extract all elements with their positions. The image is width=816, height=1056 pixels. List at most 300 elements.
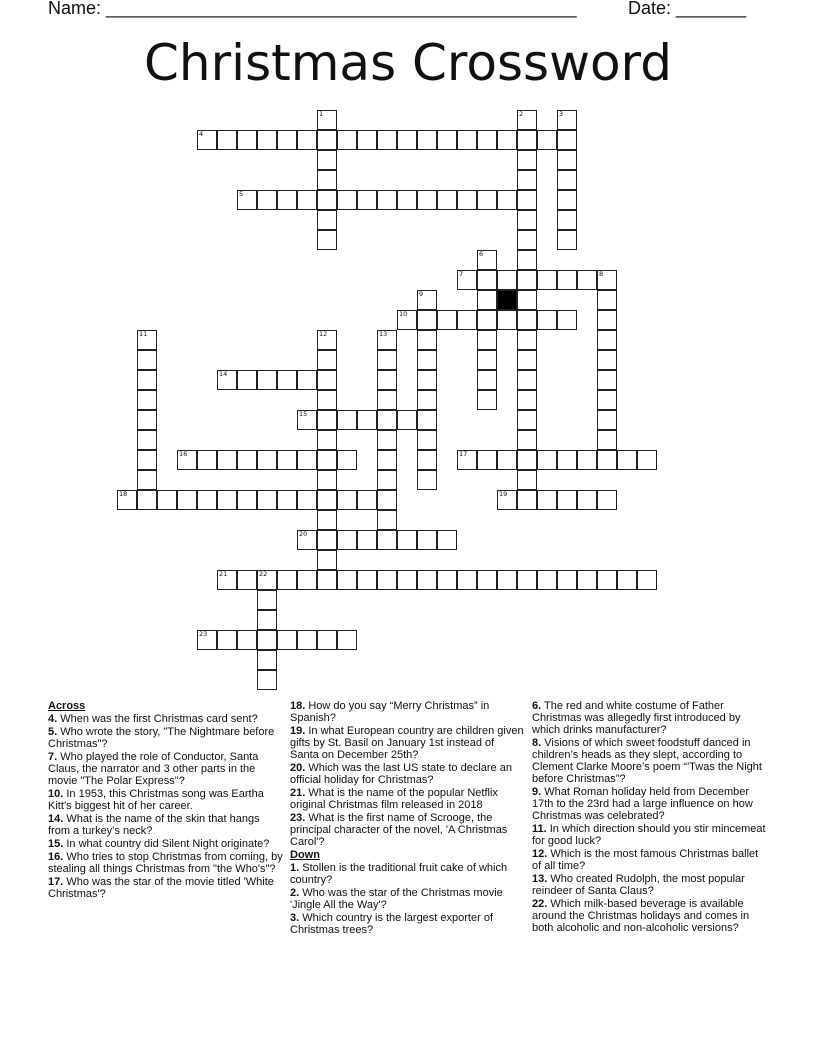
- grid-cell[interactable]: [157, 490, 177, 510]
- clue-text: Which was the last US state to declare an official holiday for Christmas?: [290, 762, 512, 786]
- clue-number: 7.: [48, 751, 58, 763]
- grid-cell[interactable]: [597, 370, 617, 390]
- clue-text: Which country is the largest exporter of Christmas trees?: [290, 912, 493, 936]
- grid-cell[interactable]: [337, 630, 357, 650]
- clue-number-label: 20: [299, 530, 308, 538]
- grid-cell[interactable]: [437, 310, 457, 330]
- grid-cell[interactable]: [517, 370, 537, 390]
- grid-cell[interactable]: [557, 450, 577, 470]
- grid-cell[interactable]: [397, 130, 417, 150]
- clue-number: 21.: [290, 787, 306, 799]
- grid-cell[interactable]: [377, 330, 397, 350]
- grid-cell[interactable]: [237, 190, 257, 210]
- grid-cell[interactable]: [597, 310, 617, 330]
- grid-cell[interactable]: [377, 370, 397, 390]
- clue-text: When was the first Christmas card sent?: [60, 713, 258, 725]
- grid-cell[interactable]: [237, 490, 257, 510]
- clue-text: Who created Rudolph, the most popular reindeer of Santa Claus?: [532, 873, 745, 897]
- grid-cell[interactable]: [437, 570, 457, 590]
- clue-section-heading: Across: [48, 700, 86, 712]
- grid-cell[interactable]: [297, 130, 317, 150]
- grid-cell[interactable]: [497, 130, 517, 150]
- grid-cell[interactable]: [257, 490, 277, 510]
- grid-cell[interactable]: [137, 330, 157, 350]
- clue-item: [290, 862, 526, 886]
- grid-cell[interactable]: [517, 570, 537, 590]
- grid-cell[interactable]: [397, 530, 417, 550]
- grid-cell[interactable]: [197, 450, 217, 470]
- grid-cell[interactable]: [257, 650, 277, 670]
- grid-cell[interactable]: [237, 450, 257, 470]
- clue-number: 3.: [290, 912, 300, 924]
- grid-cell[interactable]: [137, 490, 157, 510]
- grid-cell[interactable]: [477, 250, 497, 270]
- grid-cell[interactable]: [137, 350, 157, 370]
- grid-cell[interactable]: [517, 450, 537, 470]
- clue-number-label: 7: [459, 270, 464, 278]
- grid-cell[interactable]: [377, 570, 397, 590]
- clue-item: [48, 813, 284, 837]
- grid-cell[interactable]: [317, 190, 337, 210]
- grid-cell[interactable]: [277, 130, 297, 150]
- grid-cell[interactable]: [537, 490, 557, 510]
- grid-cell[interactable]: [317, 230, 337, 250]
- grid-cell[interactable]: [517, 210, 537, 230]
- page-title: Christmas Crossword: [144, 34, 672, 92]
- grid-cell[interactable]: [257, 190, 277, 210]
- clue-text: Which milk-based beverage is available around the Christmas holidays and comes in both alcoholic and non-alcoholic versions?: [532, 898, 750, 934]
- clue-item: [48, 851, 284, 875]
- grid-cell[interactable]: [337, 410, 357, 430]
- grid-cell[interactable]: [357, 190, 377, 210]
- clue-item: [532, 898, 768, 934]
- name-field[interactable]: Name: _______________________________________________: [48, 0, 577, 18]
- grid-cell[interactable]: [497, 450, 517, 470]
- clue-text: In what country did Silent Night originate?: [66, 838, 270, 850]
- clue-number: 6.: [532, 700, 542, 712]
- clue-item: [290, 725, 526, 761]
- grid-cell[interactable]: [477, 450, 497, 470]
- grid-cell[interactable]: [637, 570, 657, 590]
- grid-cell[interactable]: [517, 150, 537, 170]
- grid-cell[interactable]: [537, 450, 557, 470]
- grid-cell[interactable]: [517, 390, 537, 410]
- clue-number: 2.: [290, 887, 300, 899]
- clue-item: [290, 812, 526, 848]
- grid-cell[interactable]: [457, 450, 477, 470]
- grid-cell[interactable]: [217, 570, 237, 590]
- clue-number-label: 19: [499, 490, 508, 498]
- clue-item: [532, 873, 768, 897]
- grid-cell[interactable]: [417, 410, 437, 430]
- grid-cell[interactable]: [317, 570, 337, 590]
- grid-cell[interactable]: [597, 350, 617, 370]
- clue-item: [532, 737, 768, 785]
- clue-text: How do you say “Merry Christmas” in Spanish?: [290, 700, 490, 724]
- grid-cell[interactable]: [557, 230, 577, 250]
- clue-number-label: 23: [199, 630, 208, 638]
- clue-text: Who played the role of Conductor, Santa Claus, the narrator and 3 other parts in the movie "The Polar Express"?: [48, 751, 259, 787]
- grid-cell[interactable]: [517, 130, 537, 150]
- clue-item: [290, 700, 526, 724]
- grid-cell[interactable]: [277, 450, 297, 470]
- grid-cell[interactable]: [337, 490, 357, 510]
- grid-cell[interactable]: [317, 370, 337, 390]
- grid-cell[interactable]: [237, 130, 257, 150]
- grid-cell[interactable]: [537, 570, 557, 590]
- grid-cell[interactable]: [517, 470, 537, 490]
- grid-cell[interactable]: [257, 630, 277, 650]
- grid-cell[interactable]: [377, 130, 397, 150]
- grid-cell[interactable]: [257, 590, 277, 610]
- grid-cell[interactable]: [597, 290, 617, 310]
- grid-cell[interactable]: [457, 310, 477, 330]
- grid-cell[interactable]: [357, 530, 377, 550]
- grid-cell[interactable]: [417, 370, 437, 390]
- grid-cell[interactable]: [297, 490, 317, 510]
- grid-cell[interactable]: [457, 570, 477, 590]
- clue-text: Stollen is the traditional fruit cake of which country?: [290, 862, 508, 886]
- grid-cell[interactable]: [217, 490, 237, 510]
- clue-item: [48, 788, 284, 812]
- clues-column-2: [290, 700, 526, 937]
- grid-cell[interactable]: [177, 450, 197, 470]
- grid-cell[interactable]: [137, 430, 157, 450]
- grid-cell[interactable]: [497, 270, 517, 290]
- grid-cell[interactable]: [597, 410, 617, 430]
- grid-cell[interactable]: [237, 630, 257, 650]
- grid-cell[interactable]: [557, 570, 577, 590]
- grid-cell[interactable]: [397, 190, 417, 210]
- grid-cell[interactable]: [477, 370, 497, 390]
- grid-cell[interactable]: [297, 370, 317, 390]
- grid-cell[interactable]: [457, 190, 477, 210]
- grid-cell[interactable]: [317, 490, 337, 510]
- grid-cell[interactable]: [137, 450, 157, 470]
- grid-cell[interactable]: [377, 410, 397, 430]
- grid-cell[interactable]: [357, 130, 377, 150]
- clue-item: [532, 848, 768, 872]
- grid-cell[interactable]: [197, 630, 217, 650]
- grid-cell[interactable]: [537, 130, 557, 150]
- grid-cell[interactable]: [297, 410, 317, 430]
- grid-cell[interactable]: [117, 490, 137, 510]
- grid-cell[interactable]: [597, 490, 617, 510]
- grid-cell[interactable]: [557, 130, 577, 150]
- grid-cell[interactable]: [297, 450, 317, 470]
- grid-cell[interactable]: [317, 450, 337, 470]
- grid-cell[interactable]: [557, 190, 577, 210]
- clue-number: 12.: [532, 848, 548, 860]
- clue-item: [290, 762, 526, 786]
- grid-cell[interactable]: [337, 570, 357, 590]
- grid-cell[interactable]: [277, 370, 297, 390]
- grid-cell[interactable]: [357, 490, 377, 510]
- grid-cell[interactable]: [397, 410, 417, 430]
- grid-cell[interactable]: [517, 170, 537, 190]
- grid-cell[interactable]: [317, 350, 337, 370]
- grid-cell[interactable]: [517, 490, 537, 510]
- grid-cell[interactable]: [517, 430, 537, 450]
- clue-number: 15.: [48, 838, 64, 850]
- grid-cell[interactable]: [597, 570, 617, 590]
- grid-cell[interactable]: [217, 630, 237, 650]
- grid-cell[interactable]: [297, 570, 317, 590]
- clue-item: [290, 887, 526, 911]
- grid-cell[interactable]: [517, 110, 537, 130]
- grid-cell[interactable]: [257, 670, 277, 690]
- date-field[interactable]: Date: _______: [628, 0, 747, 18]
- clue-item: [532, 823, 768, 847]
- grid-cell[interactable]: [357, 570, 377, 590]
- grid-cell[interactable]: [317, 170, 337, 190]
- grid-cell[interactable]: [417, 470, 437, 490]
- clue-number: 10.: [48, 788, 64, 800]
- clue-item: [48, 751, 284, 787]
- grid-cell[interactable]: [477, 350, 497, 370]
- grid-cell[interactable]: [297, 630, 317, 650]
- clue-number-label: 12: [319, 330, 328, 338]
- clue-section-heading: Down: [290, 849, 320, 861]
- clue-number-label: 1: [319, 110, 324, 118]
- clue-number: 18.: [290, 700, 306, 712]
- grid-cell[interactable]: [417, 430, 437, 450]
- grid-cell[interactable]: [397, 570, 417, 590]
- grid-cell[interactable]: [257, 130, 277, 150]
- grid-cell[interactable]: [417, 130, 437, 150]
- grid-cell[interactable]: [517, 290, 537, 310]
- grid-cell[interactable]: [337, 530, 357, 550]
- grid-cell[interactable]: [577, 490, 597, 510]
- clue-number: 4.: [48, 713, 58, 725]
- grid-cell[interactable]: [517, 330, 537, 350]
- clue-text: In what European country are children given gifts by St. Basil on January 1st instead of Santa on December 25th?: [290, 725, 524, 761]
- clue-text: What is the first name of Scrooge, the principal character of the novel, 'A Christmas Carol'?: [290, 812, 508, 848]
- clue-number-label: 2: [519, 110, 524, 118]
- grid-cell[interactable]: [377, 390, 397, 410]
- grid-cell[interactable]: [597, 430, 617, 450]
- grid-cell[interactable]: [457, 130, 477, 150]
- grid-cell[interactable]: [317, 150, 337, 170]
- clue-number-label: 8: [599, 270, 604, 278]
- grid-cell[interactable]: [417, 450, 437, 470]
- clues-column-1: [48, 700, 284, 901]
- grid-cell[interactable]: [277, 190, 297, 210]
- grid-cell[interactable]: [317, 110, 337, 130]
- grid-cell[interactable]: [317, 430, 337, 450]
- clue-number: 14.: [48, 813, 64, 825]
- grid-cell[interactable]: [517, 250, 537, 270]
- grid-cell[interactable]: [317, 630, 337, 650]
- grid-cell[interactable]: [477, 130, 497, 150]
- grid-cell[interactable]: [277, 570, 297, 590]
- clue-text: Who was the star of the Christmas movie 'Jingle All the Way'?: [290, 887, 503, 911]
- grid-cell[interactable]: [517, 410, 537, 430]
- clue-number: 8.: [532, 737, 542, 749]
- grid-cell[interactable]: [317, 470, 337, 490]
- grid-cell[interactable]: [637, 450, 657, 470]
- clue-number: 22.: [532, 898, 548, 910]
- grid-cell[interactable]: [577, 570, 597, 590]
- clue-text: In which direction should you stir mincemeat for good luck?: [532, 823, 766, 847]
- grid-cell[interactable]: [437, 130, 457, 150]
- grid-cell[interactable]: [537, 310, 557, 330]
- clue-number-label: 18: [119, 490, 128, 498]
- clue-number-label: 21: [219, 570, 228, 578]
- grid-cell[interactable]: [477, 330, 497, 350]
- grid-cell[interactable]: [217, 370, 237, 390]
- grid-cell[interactable]: [557, 490, 577, 510]
- grid-cell[interactable]: [317, 390, 337, 410]
- clue-item: [532, 700, 768, 736]
- grid-cell[interactable]: [497, 570, 517, 590]
- grid-cell[interactable]: [377, 190, 397, 210]
- grid-cell[interactable]: [557, 270, 577, 290]
- grid-cell[interactable]: [597, 330, 617, 350]
- grid-cell[interactable]: [237, 570, 257, 590]
- grid-cell[interactable]: [417, 350, 437, 370]
- grid-cell[interactable]: [377, 530, 397, 550]
- clue-number-label: 17: [459, 450, 468, 458]
- grid-cell[interactable]: [317, 330, 337, 350]
- clue-text: Who wrote the story, "The Nightmare before Christmas"?: [48, 726, 275, 750]
- clue-number: 16.: [48, 851, 64, 863]
- grid-cell[interactable]: [577, 450, 597, 470]
- grid-cell[interactable]: [557, 110, 577, 130]
- clue-number: 20.: [290, 762, 306, 774]
- grid-cell[interactable]: [417, 530, 437, 550]
- grid-cell[interactable]: [557, 170, 577, 190]
- grid-cell[interactable]: [177, 490, 197, 510]
- grid-cell[interactable]: [477, 570, 497, 590]
- grid-cell[interactable]: [417, 310, 437, 330]
- grid-cell[interactable]: [237, 370, 257, 390]
- clue-number: 9.: [532, 786, 542, 798]
- grid-cell[interactable]: [257, 370, 277, 390]
- grid-cell[interactable]: [317, 550, 337, 570]
- black-cell: [497, 290, 517, 310]
- grid-cell[interactable]: [317, 210, 337, 230]
- grid-cell[interactable]: [437, 190, 457, 210]
- grid-cell[interactable]: [317, 410, 337, 430]
- grid-cell[interactable]: [317, 530, 337, 550]
- grid-cell[interactable]: [477, 310, 497, 330]
- grid-cell[interactable]: [317, 510, 337, 530]
- grid-cell[interactable]: [497, 490, 517, 510]
- clue-item: [48, 876, 284, 900]
- grid-cell[interactable]: [197, 130, 217, 150]
- grid-cell[interactable]: [437, 530, 457, 550]
- grid-cell[interactable]: [457, 270, 477, 290]
- grid-cell[interactable]: [257, 570, 277, 590]
- grid-cell[interactable]: [537, 270, 557, 290]
- clue-number-label: 15: [299, 410, 308, 418]
- grid-cell[interactable]: [197, 490, 217, 510]
- grid-cell[interactable]: [397, 310, 417, 330]
- grid-cell[interactable]: [597, 270, 617, 290]
- grid-cell[interactable]: [477, 390, 497, 410]
- grid-cell[interactable]: [517, 270, 537, 290]
- grid-cell[interactable]: [577, 270, 597, 290]
- clue-text: Who was the star of the movie titled 'White Christmas'?: [48, 876, 274, 900]
- grid-cell[interactable]: [477, 290, 497, 310]
- clue-text: What is the name of the popular Netflix original Christmas film released in 2018: [290, 787, 498, 811]
- grid-cell[interactable]: [297, 530, 317, 550]
- grid-cell[interactable]: [377, 510, 397, 530]
- grid-cell[interactable]: [477, 270, 497, 290]
- grid-cell[interactable]: [497, 310, 517, 330]
- grid-cell[interactable]: [517, 350, 537, 370]
- clue-item: [48, 713, 284, 725]
- clue-text: Visions of which sweet foodstuff danced in children’s heads as they slept, according to Clement Clarke Moore’s poem “'Twas the Night before Christmas”?: [532, 737, 762, 785]
- clue-number: 11.: [532, 823, 547, 835]
- clue-number: 17.: [48, 876, 64, 888]
- clue-item: [532, 786, 768, 822]
- clue-text: What is the name of the skin that hangs from a turkey’s neck?: [48, 813, 260, 837]
- clue-number-label: 3: [559, 110, 564, 118]
- grid-cell[interactable]: [257, 610, 277, 630]
- grid-cell[interactable]: [517, 190, 537, 210]
- grid-cell[interactable]: [377, 430, 397, 450]
- clue-number: 19.: [290, 725, 306, 737]
- grid-cell[interactable]: [337, 190, 357, 210]
- grid-cell[interactable]: [297, 190, 317, 210]
- grid-cell[interactable]: [417, 390, 437, 410]
- grid-cell[interactable]: [317, 130, 337, 150]
- grid-cell[interactable]: [517, 230, 537, 250]
- grid-cell[interactable]: [337, 450, 357, 470]
- grid-cell[interactable]: [217, 450, 237, 470]
- grid-cell[interactable]: [497, 190, 517, 210]
- grid-cell[interactable]: [137, 390, 157, 410]
- grid-cell[interactable]: [557, 210, 577, 230]
- grid-cell[interactable]: [417, 330, 437, 350]
- grid-cell[interactable]: [277, 490, 297, 510]
- grid-cell[interactable]: [477, 190, 497, 210]
- grid-cell[interactable]: [137, 470, 157, 490]
- grid-cell[interactable]: [417, 290, 437, 310]
- grid-cell[interactable]: [377, 450, 397, 470]
- grid-cell[interactable]: [277, 630, 297, 650]
- grid-cell[interactable]: [337, 130, 357, 150]
- grid-cell[interactable]: [377, 490, 397, 510]
- grid-cell[interactable]: [597, 450, 617, 470]
- grid-cell[interactable]: [597, 390, 617, 410]
- grid-cell[interactable]: [257, 450, 277, 470]
- clue-item: [48, 838, 284, 850]
- grid-cell[interactable]: [137, 370, 157, 390]
- grid-cell[interactable]: [557, 310, 577, 330]
- clue-text: In 1953, this Christmas song was Eartha Kitt’s biggest hit of her career.: [48, 788, 264, 812]
- clue-number: 23.: [290, 812, 306, 824]
- grid-cell[interactable]: [357, 410, 377, 430]
- grid-cell[interactable]: [417, 190, 437, 210]
- grid-cell[interactable]: [517, 310, 537, 330]
- grid-cell[interactable]: [137, 410, 157, 430]
- clue-number: 5.: [48, 726, 58, 738]
- grid-cell[interactable]: [417, 570, 437, 590]
- clue-number-label: 13: [379, 330, 388, 338]
- grid-cell[interactable]: [617, 450, 637, 470]
- clue-number-label: 22: [259, 570, 268, 578]
- grid-cell[interactable]: [617, 570, 637, 590]
- grid-cell[interactable]: [557, 150, 577, 170]
- clue-item: [290, 912, 526, 936]
- clue-item: [48, 726, 284, 750]
- grid-cell[interactable]: [217, 130, 237, 150]
- grid-cell[interactable]: [377, 350, 397, 370]
- grid-cell[interactable]: [377, 470, 397, 490]
